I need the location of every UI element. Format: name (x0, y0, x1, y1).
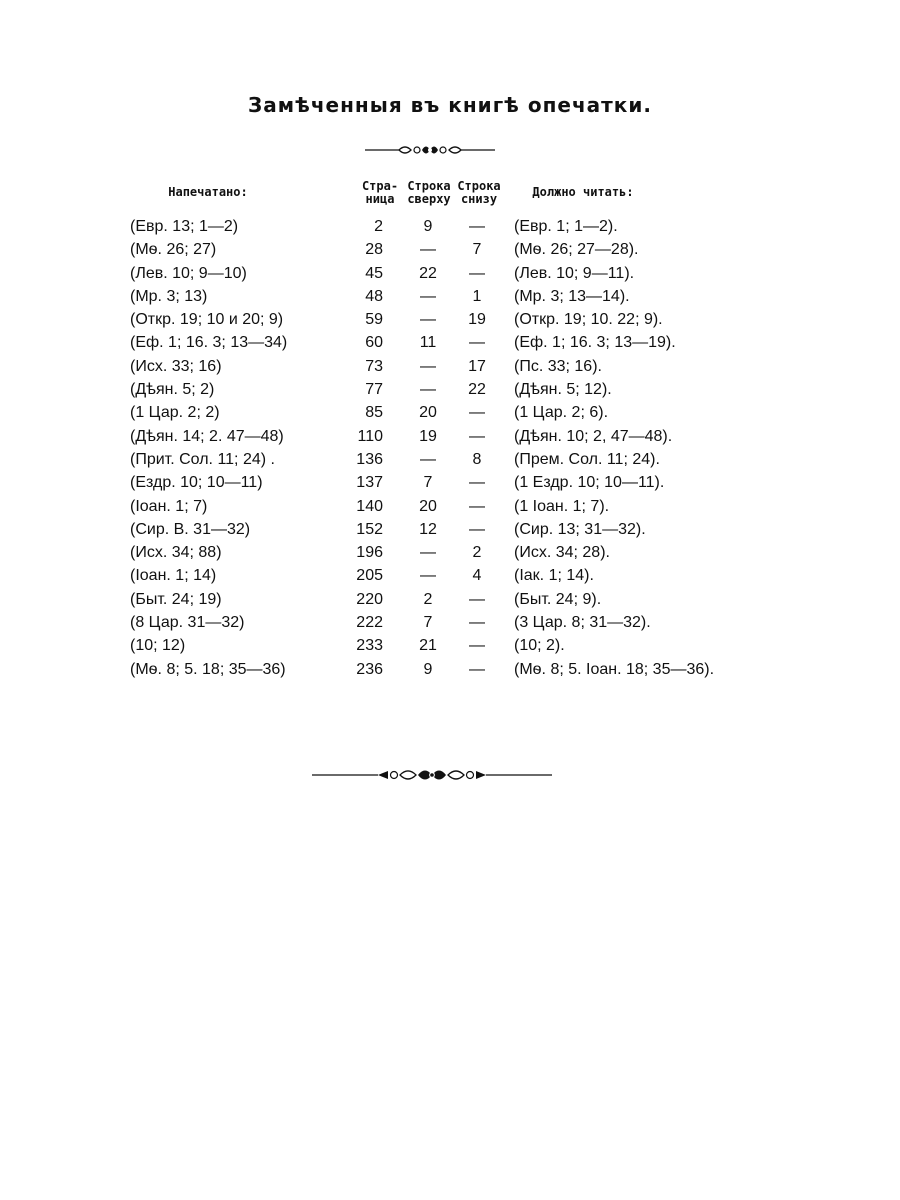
table-row (0, 611, 900, 634)
printed-cell: (Іоан. 1; 14) (130, 567, 217, 585)
printed-cell: (Откр. 19; 10 и 20; 9) (130, 311, 284, 329)
printed-cell: (Быт. 24; 19) (130, 590, 222, 608)
printed-cell: (Прит. Сол. 11; 24) . (130, 450, 275, 468)
line-from-top-cell: 7 (423, 614, 433, 632)
should-read-cell: (Лев. 10; 9—11). (514, 264, 635, 282)
page-cell: 233 (356, 637, 383, 655)
printed-cell: (Евр. 13; 1—2) (130, 218, 239, 235)
printed-cell: (Мѳ. 8; 5. 18; 35—36) (130, 660, 286, 678)
table-row (0, 448, 900, 471)
should-read-cell: (Мѳ. 8; 5. Іоан. 18; 35—36). (514, 660, 715, 678)
page-cell: 73 (365, 357, 383, 375)
line-from-top-cell: 22 (419, 264, 437, 282)
page-cell: 85 (365, 404, 383, 422)
column-header-page (354, 180, 406, 206)
printed-cell: (Дѣян. 5; 2) (130, 381, 215, 399)
should-read-cell: (3 Цар. 8; 31—32). (514, 614, 651, 632)
should-read-cell: (Еф. 1; 16. 3; 13—19). (514, 334, 676, 352)
column-header-page-line2: ница (365, 192, 395, 206)
line-from-top-cell: — (420, 381, 436, 399)
printed-cell: (Дѣян. 14; 2. 47—48) (130, 427, 284, 445)
line-from-bottom-cell: — (469, 404, 485, 422)
printed-cell: (Іоан. 1; 7) (130, 497, 208, 515)
line-from-top-cell: — (420, 544, 436, 562)
page-cell: 222 (356, 614, 383, 632)
printed-cell: (Сир. В. 31—32) (130, 520, 251, 538)
table-row (0, 634, 900, 657)
page-cell: 140 (356, 497, 383, 515)
line-from-top-cell: 9 (423, 218, 433, 235)
should-read-cell: (10; 2). (514, 637, 565, 655)
line-from-bottom-cell: — (469, 637, 485, 655)
line-from-bottom-cell: — (469, 218, 485, 235)
line-from-top-cell: — (420, 567, 436, 585)
line-from-top-cell: 9 (423, 660, 433, 678)
table-row (0, 378, 900, 401)
page-cell: 28 (365, 241, 383, 259)
page-cell: 48 (365, 287, 383, 305)
line-from-bottom-cell: 22 (468, 381, 486, 399)
errata-table (0, 215, 900, 681)
table-row (0, 495, 900, 518)
page-cell: 137 (356, 474, 383, 492)
page-cell: 45 (365, 264, 383, 282)
line-from-bottom-cell: — (469, 590, 485, 608)
page-cell: 152 (356, 520, 383, 538)
column-header-should-read: Должно читать: (532, 185, 634, 199)
table-row (0, 308, 900, 331)
printed-cell: (8 Цар. 31—32) (130, 614, 245, 632)
page-cell: 60 (365, 334, 383, 352)
table-row (0, 355, 900, 378)
table-row (0, 331, 900, 354)
printed-cell: (Исх. 33; 16) (130, 357, 222, 375)
page-cell: 205 (356, 567, 383, 585)
line-from-top-cell: — (420, 287, 436, 305)
line-from-bottom-cell: — (469, 520, 485, 538)
column-header-bottom-line2: снизу (460, 192, 498, 206)
should-read-cell: (Пс. 33; 16). (514, 357, 602, 375)
line-from-bottom-cell: — (469, 497, 485, 515)
printed-cell: (Ездр. 10; 10—11) (130, 474, 263, 492)
table-row (0, 541, 900, 564)
table-row (0, 285, 900, 308)
line-from-top-cell: 20 (419, 497, 437, 515)
line-from-bottom-cell: 4 (472, 567, 482, 585)
should-read-cell: (Дѣян. 10; 2, 47—48). (514, 427, 673, 445)
page-cell: 136 (356, 450, 383, 468)
should-read-cell: (1 Іоан. 1; 7). (514, 497, 610, 515)
line-from-bottom-cell: — (469, 660, 485, 678)
column-header-top-line1: Строка (407, 179, 451, 193)
printed-cell: (Мр. 3; 13) (130, 287, 208, 305)
should-read-cell: (Іак. 1; 14). (514, 567, 594, 585)
line-from-top-cell: — (420, 241, 436, 259)
table-row (0, 262, 900, 285)
table-row (0, 471, 900, 494)
page-cell: 236 (356, 660, 383, 678)
page-title: Замѣченныя въ книгѣ опечатки. (248, 93, 652, 117)
line-from-bottom-cell: 8 (472, 450, 482, 468)
table-row (0, 215, 900, 238)
page-cell: 110 (357, 427, 383, 445)
page-cell: 220 (356, 590, 383, 608)
table-row (0, 238, 900, 261)
table-row (0, 401, 900, 424)
should-read-cell: (Дѣян. 5; 12). (514, 381, 612, 399)
should-read-cell: (Мѳ. 26; 27—28). (514, 241, 639, 259)
page-cell: 2 (374, 218, 383, 235)
column-header-page-line1: Стра- (361, 179, 399, 193)
page-cell: 77 (365, 381, 383, 399)
line-from-top-cell: 2 (423, 590, 433, 608)
line-from-bottom-cell: — (469, 474, 485, 492)
line-from-top-cell: 11 (419, 334, 437, 352)
line-from-top-cell: — (420, 450, 436, 468)
column-header-bottom-line1: Строка (457, 179, 501, 193)
should-read-cell: (1 Ездр. 10; 10—11). (514, 474, 665, 492)
line-from-top-cell: 20 (419, 404, 437, 422)
line-from-top-cell: 19 (419, 427, 437, 445)
should-read-cell: (Откр. 19; 10. 22; 9). (514, 311, 663, 329)
table-row (0, 518, 900, 541)
line-from-bottom-cell: 19 (468, 311, 486, 329)
line-from-top-cell: — (420, 311, 436, 329)
line-from-top-cell: — (420, 357, 436, 375)
line-from-bottom-cell: — (469, 427, 485, 445)
should-read-cell: (Прем. Сол. 11; 24). (514, 450, 660, 468)
should-read-cell: (Мр. 3; 13—14). (514, 287, 630, 305)
should-read-cell: (Исх. 34; 28). (514, 544, 610, 562)
line-from-bottom-cell: 7 (472, 241, 482, 259)
line-from-bottom-cell: — (469, 334, 485, 352)
table-row (0, 425, 900, 448)
line-from-bottom-cell: 17 (468, 357, 486, 375)
should-read-cell: (Быт. 24; 9). (514, 590, 602, 608)
page-cell: 196 (356, 544, 383, 562)
table-row (0, 588, 900, 611)
should-read-cell: (Евр. 1; 1—2). (514, 218, 618, 235)
printed-cell: (Исх. 34; 88) (130, 544, 222, 562)
table-row (0, 658, 900, 681)
line-from-bottom-cell: 1 (472, 287, 482, 305)
printed-cell: (Лев. 10; 9—10) (130, 264, 247, 282)
page-cell: 59 (365, 311, 383, 329)
printed-cell: (Мѳ. 26; 27) (130, 241, 217, 259)
should-read-cell: (Сир. 13; 31—32). (514, 520, 646, 538)
column-header-printed: Напечатано: (168, 185, 248, 199)
line-from-top-cell: 21 (419, 637, 437, 655)
line-from-bottom-cell: — (469, 264, 485, 282)
decorative-divider-icon (365, 140, 495, 160)
line-from-top-cell: 12 (419, 520, 437, 538)
line-from-top-cell: 7 (423, 474, 433, 492)
printed-cell: (10; 12) (130, 637, 186, 655)
column-header-top-line2: сверху (407, 192, 451, 206)
line-from-bottom-cell: — (469, 614, 485, 632)
line-from-bottom-cell: 2 (472, 544, 482, 562)
table-row (0, 564, 900, 587)
printed-cell: (Еф. 1; 16. 3; 13—34) (130, 334, 288, 352)
column-header-line-from-top (404, 180, 454, 206)
decorative-divider-icon (312, 764, 552, 786)
printed-cell: (1 Цар. 2; 2) (130, 404, 220, 422)
should-read-cell: (1 Цар. 2; 6). (514, 404, 609, 422)
column-header-line-from-bottom (454, 180, 504, 206)
